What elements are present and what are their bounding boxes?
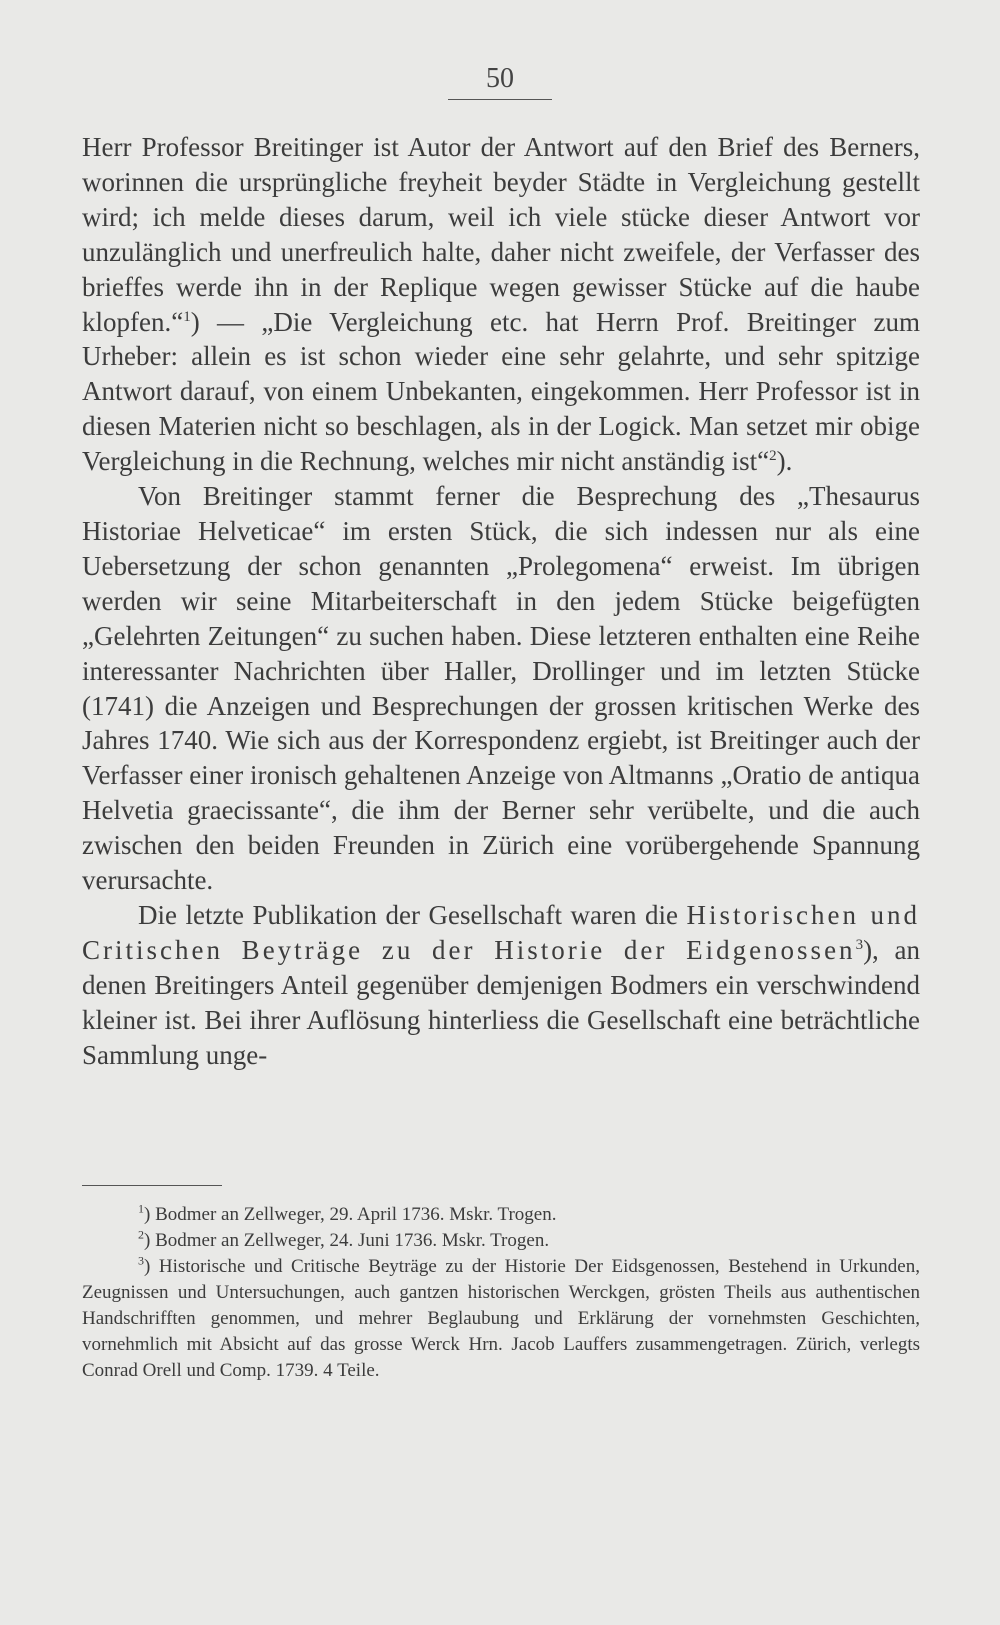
footnote-ref-3: 3 [855,936,864,953]
footnote-rule [82,1185,222,1186]
page-number-rule [448,99,552,100]
footnote-text: ) Bodmer an Zellweger, 29. April 1736. Mskr. Trogen. [144,1204,557,1225]
footnote-3 [82,1254,920,1384]
body-text [82,130,920,1072]
footnotes [82,1202,920,1384]
paragraph-1 [82,130,920,479]
spaced-title: Historischen und Critischen Beyträge zu der Historie der Eidgenossen [82,899,921,965]
footnote-ref-1: 1 [183,308,191,325]
footnote-text: ) Bodmer an Zellweger, 24. Juni 1736. Mskr. Trogen. [144,1230,550,1251]
footnote-marker: 2 [138,1227,144,1242]
footnote-marker: 1 [138,1201,144,1216]
paragraph-3-text-after: ), an denen Breitingers Anteil gegenüber demjenigen Bodmers ein verschwindend kleiner ist. Bei ihrer Auflösung hinterliess die Gesellschaft eine beträchtliche Sammlung unge- [82,934,920,1070]
footnote-text: ) Historische und Critische Beyträge zu der Historie Der Eidsgenossen, Bestehend in Urkunden, Zeugnissen und Untersuchungen, auch gantzen historischen Werckgen, grösten Theils aus authentischen Handschrifften genommen, und mehrer Beglaubung und Erklärung der vornehmsten Geschichten, vornehmlich mit Absicht auf das grosse Werck Hrn. Jacob Lauffers zusammengetragen. Zürich, verlegts Conrad Orell und Comp. 1739. 4 Teile. [82,1256,920,1381]
paragraph-3-text-before: Die letzte Publikation der Gesellschaft waren die [138,899,687,930]
footnote-2 [82,1228,920,1254]
paragraph-3 [82,898,920,1073]
footnote-1 [82,1202,920,1228]
paragraph-1-text-after: ). [776,446,793,477]
paragraph-2: Von Breitinger stammt ferner die Besprechung des „Thesaurus Historiae Helveticae“ im ersten Stück, die sich indessen nur als eine Uebersetzung der schon genannten „Prolegomena“ erweist. Im übrigen werden wir seine Mitarbeiterschaft in den jedem Stücke beigefügten „Gelehrten Zeitungen“ zu suchen haben. Diese letzteren enthalten eine Reihe interessanter Nachrichten über Haller, Drollinger und im letzten Stücke (1741) die Anzeigen und Besprechungen der grossen kritischen Werke des Jahres 1740. Wie sich aus der Korrespondenz ergiebt, ist Breitinger auch der Verfasser einer ironisch gehaltenen Anzeige von Altmanns „Oratio de antiqua Helvetia graecissante“, die ihm der Berner sehr verübelte, und die auch zwischen den beiden Freunden in Zürich eine vorübergehende Spannung verursachte. [82,481,920,896]
paragraph-1-text-before: Herr Professor Breitinger ist Autor der Antwort auf den Brief des Berners, worinnen die ursprüngliche freyheit beyder Städte in Vergleichung gestellt wird; ich melde dieses darum, weil ich viele stücke dieser Antwort vor unzulänglich und unerfreulich halte, daher nicht zweifele, der Verfasser des brieffes werde ihn in der Replique wegen gewisser Stücke auf die haube klopfen.“ [82,132,920,337]
paragraph-1-text-mid: ) — „Die Vergleichung etc. hat Herrn Prof. Breitinger zum Urheber: allein es ist schon wieder eine sehr gelahrte, und sehr spitzige Antwort darauf, von einem Unbekanten, eingekommen. Herr Professor ist in diesen Materien nicht so beschlagen, als in der Logick. Man setzet mir obige Vergleichung in die Rechnung, welches mir nicht anständig ist“ [82,306,920,477]
page-number: 50 [486,63,514,94]
footnote-marker: 3 [138,1253,144,1268]
footnote-ref-2: 2 [769,448,777,465]
